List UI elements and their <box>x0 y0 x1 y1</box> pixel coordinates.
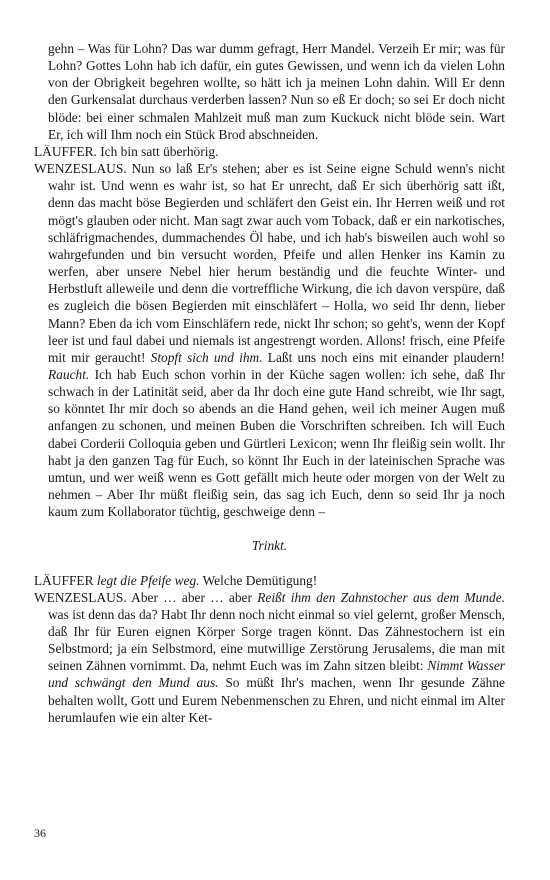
speech-text: Laßt uns noch eins mit einander plaudern! <box>262 349 505 365</box>
stage-direction-inline: Nimmt Wasser und schwängt den Mund aus. <box>48 658 505 691</box>
speaker-name: WENZESLAUS. <box>34 161 127 177</box>
speaker-name: LÄUFFER. <box>34 143 97 159</box>
stage-direction-inline: legt die Pfeife weg. <box>93 572 200 588</box>
speech-wenzeslaus-1 <box>34 160 505 520</box>
stage-direction-centered: Trinkt. <box>251 538 288 554</box>
stage-direction-inline: Reißt ihm den Zahnstocher aus dem Munde. <box>257 589 505 605</box>
speech-text: So müßt Ihr's machen, wenn Ihr gesunde Zähne behalten wollt, Gott und Eurem Nebenmenschen zu Ehren, und nicht einmal im Alter herumlaufen wie ein alter Ket- <box>48 675 505 725</box>
speech-wenzeslaus-2 <box>34 589 505 726</box>
continuation-paragraph: gehn – Was für Lohn? Das war dumm gefragt, Herr Mandel. Verzeih Er mir; was für Lohn? Gottes Lohn hab ich dafür, ein gutes Gewissen, und wenn ich da vielen Lohn von der Obrigkeit begehren wollte, so hätt ich ja meinen Lohn dahin. Will Er denn den Gurkensalat durchaus verderben lassen? Nun so eß Er doch; so sei Er doch nicht blöde: bei einer schmalen Mahlzeit muß man zum Kuckuck nicht blöde sein. Wart Er, ich will Ihm noch ein Stück Brod abschneiden. <box>48 41 505 142</box>
speech-text: Ich bin satt überhörig. <box>96 143 219 159</box>
speaker-name: LÄUFFER <box>34 572 94 588</box>
speech-text: Welche Demütigung! <box>199 572 318 588</box>
stage-direction-inline: Raucht. <box>48 366 90 382</box>
speech-text: Aber … aber … aber <box>126 589 258 605</box>
speech-text: was ist denn das da? Habt Ihr denn noch nicht einmal so viel gelernt, großer Mensch, daß Ihr für Euren eignen Körper Sorge tragen könnt. Das Zähnestochern ist ein Selbstmord; ja ein Selbstmord, eine mutwillige Zerstörung Jerusalems, die man mit seinen Zähnen vornimmt. Da, nehmt Euch was im Zahn sitzen bleibt: <box>48 606 505 674</box>
stage-direction-inline: Stopft sich und ihm. <box>150 349 263 365</box>
speech-text: Nun so laß Er's stehen; aber es ist Seine eigne Schuld wenn's nicht wahr ist. Und wenn es wahr ist, so hat Er unrecht, daß Er sich überhörig satt ißt, denn das macht böse Begierden und schläfert den Geist ein. Ihr Herren weiß und rot mögt's glauben oder nicht. Man sagt zwar auch vom Toback, daß er ein narkotisches, schläfrigmachendes, dummachendes Öl habe, und ich hab's bisweilen auch wohl so wahrgefunden und bin versucht worden, Pfeife und allen Henker ins Kamin zu werfen, aber unsere Nebel hier herum beständig und die feuchte Winter- und Herbstluft alleweile und denn die vortreffliche Wirkung, die ich davon verspüre, daß es zugleich die bösen Begierden mit einschläfert – Holla, wo seid Ihr denn, lieber Mann? Eben da ich vom Einschläfern rede, nickt Ihr schon; so geht's, wenn der Kopf leer ist und faul dabei und niemals ist angestrengt worden. Allons! frisch, eine Pfeife mit mir geraucht! <box>48 161 505 365</box>
speaker-name: WENZESLAUS. <box>34 589 127 605</box>
page-number: 36 <box>34 826 46 840</box>
page-body <box>34 40 505 726</box>
speech-laeuffer-2 <box>34 572 505 589</box>
speech-text: Ich hab Euch schon vorhin in der Küche sagen wollen: ich sehe, daß Ihr schwach in der Latinität seid, aber da Ihr doch eine gute Hand schreibt, wie Ihr sagt, so könntet Ihr mir doch so abends an die Hand gehen, weil ich meiner Augen muß anfangen zu schonen, und meinen Buben die Vorschriften schreiben. Ich will Euch dabei Corderii Colloquia geben und Gürtleri Lexicon; wenn Ihr fleißig sein wollt. Ihr habt ja den ganzen Tag für Euch, so könnt Ihr Euch in der lateinischen Sprache was umtun, und wer weiß wenn es Gott gefällt mich heute oder morgen von der Welt zu nehmen – Aber Ihr müßt fleißig sein, das sag ich Euch, denn so seid Ihr ja noch kaum zum Kollaborator tüchtig, geschweige denn – <box>48 366 505 520</box>
speech-laeuffer-1 <box>34 143 505 160</box>
